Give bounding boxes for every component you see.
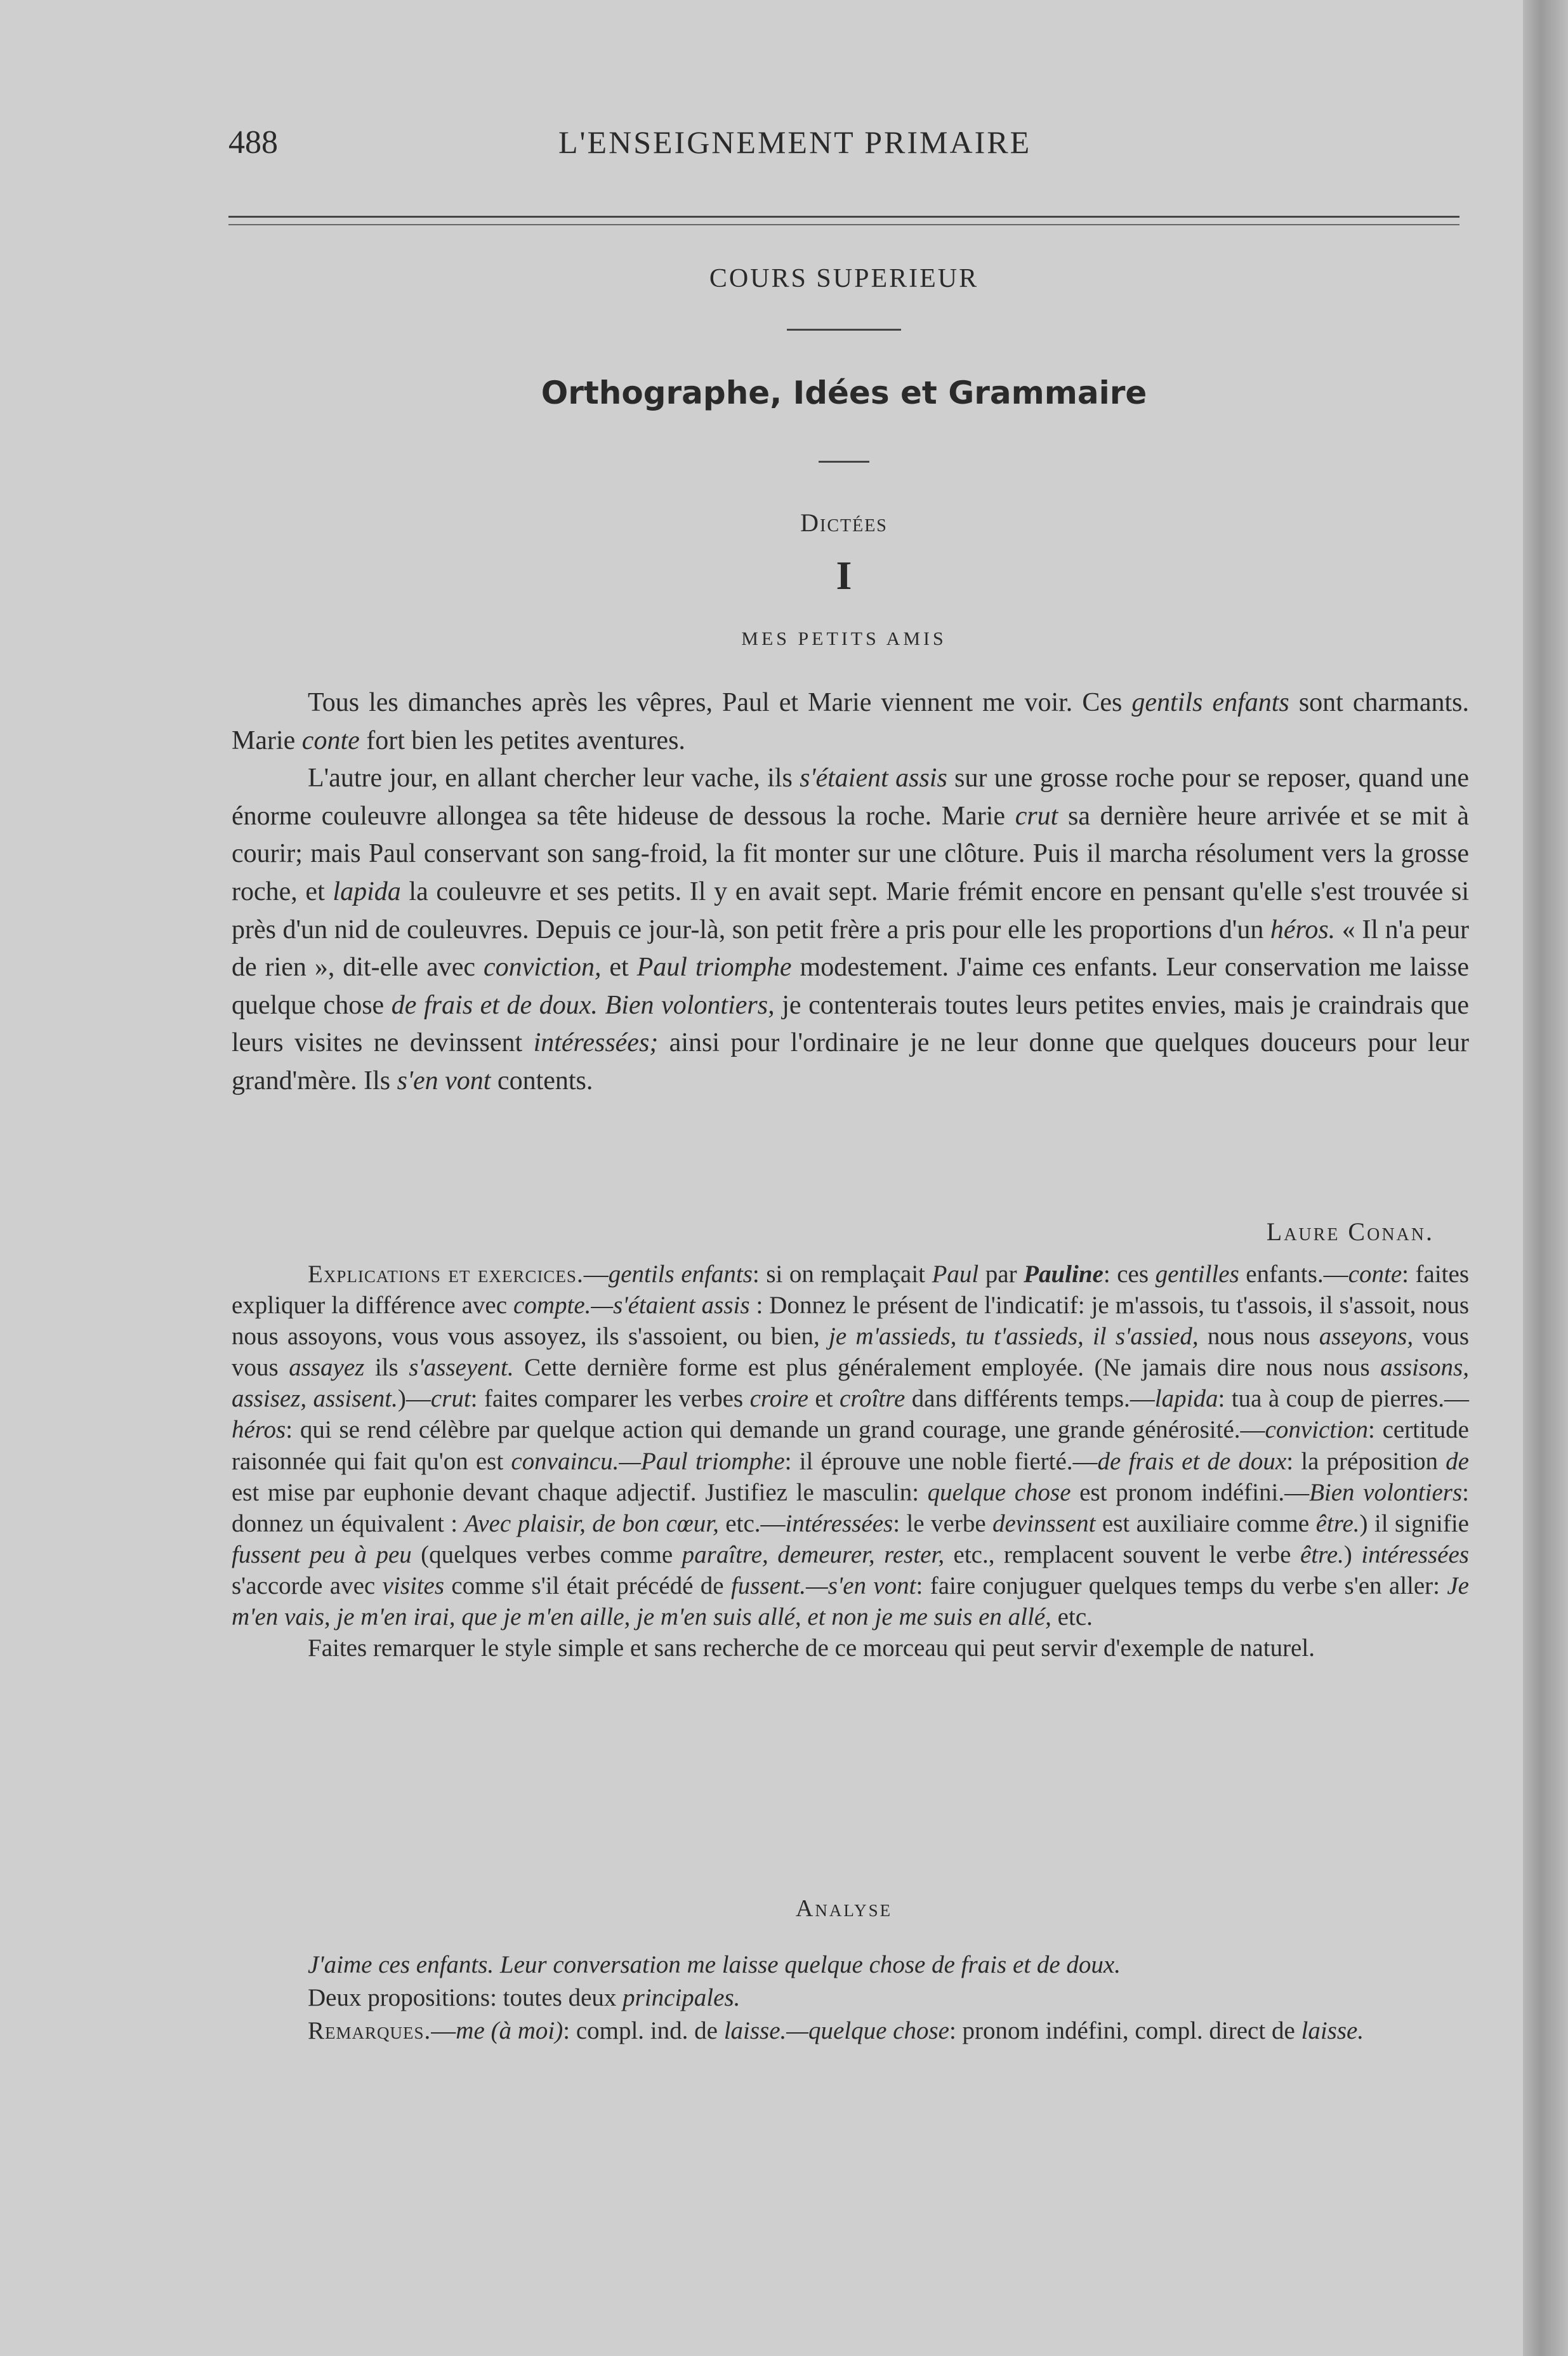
explications-paragraph: Explications et exercices.—gentils enfants: si on remplaçait Paul par Pauline: ces gentilles enfants.—conte: faites expliquer la différence avec compte.—s'étaient assis : Donnez le présent de l'indicatif: je m'assois, tu t'assois, il s'assoit, nous nous assoyons, vous vous assoyez, ils s'assoient, ou bien, je m'assieds, tu t'assieds, il s'assied, nous nous asseyons, vous vous assayez ils s'asseyent. Cette dernière forme est plus généralement employée. (Ne jamais dire nous nous assisons, assisez, assisent.)—crut: faites comparer les verbes croire et croître dans différents temps.—lapida: tua à coup de pierres.—héros: qui se rend célèbre par quelque action qui demande un grand courage, une grande générosité.—conviction: certitude raisonnée qui fait qu'on est convaincu.—Paul triomphe: il éprouve une noble fierté.—de frais et de doux: la préposition de est mise par euphonie devant chaque adjectif. Justifiez le masculin: quelque chose est pronom indéfini.—Bien volontiers: donnez un équivalent : Avec plaisir, de bon cœur, etc.—intéressées: le verbe devinssent est auxiliaire comme être.) il signifie fussent peu à peu (quelques verbes comme paraître, demeurer, rester, etc., remplacent souvent le verbe être.) intéressées s'accorde avec visites comme s'il était précédé de fussent.—s'en vont: faire conjuguer quelques temps du verbe s'en aller: Je m'en vais, je m'en irai, que je m'en aille, je m'en suis allé, et non je me suis en allé, etc. [232,1261,1470,1631]
page-edge [1523,0,1568,2356]
page-number: 488 [228,124,278,161]
divider-rule-short [819,461,869,463]
section-title: COURS SUPERIEUR [709,264,979,293]
dictee-paragraph-1: Tous les dimanches après les vêpres, Paul et Marie viennent me voir. Ces gentils enfants sont charmants. Marie conte fort bien les petites aventures. [232,688,1469,755]
explications-lead: Explications et exercices. [308,1261,584,1288]
analyse-text [232,1949,1469,2048]
dictee-paragraph-2: L'autre jour, en allant chercher leur vache, ils s'étaient assis sur une grosse roche pour se reposer, quand une énorme couleuvre allongea sa tête hideuse de dessous la roche. Marie crut sa dernière heure arrivée et se mit à courir; mais Paul conservant son sang-froid, la fit monter sur une clôture. Puis il marcha résolument vers la grosse roche, et lapida la couleuvre et ses petits. Il y en avait sept. Marie frémit encore en pensant qu'elle s'est trouvée si près d'un nid de couleuvres. Depuis ce jour-là, son petit frère a pris pour elle les proportions d'un héros. « Il n'a peur de rien », dit-elle avec conviction, et Paul triomphe modestement. J'aime ces enfants. Leur conservation me laisse quelque chose de frais et de doux. Bien volontiers, je contenterais toutes leurs petites envies, mais je craindrais que leurs visites ne devinssent intéressées; ainsi pour l'ordinaire je ne leur donne que quelques douceurs pour leur grand'mère. Ils s'en vont contents. [232,764,1470,1095]
running-title: L'ENSEIGNEMENT PRIMAIRE [558,124,1032,160]
analyse-remarks: Remarques.—me (à moi): compl. ind. de laisse.—quelque chose: pronom indéfini, compl. direct de laisse. [308,2017,1364,2044]
main-title: Orthographe, Idées et Grammaire [541,374,1147,411]
analyse-propositions: Deux propositions: toutes deux principales. [308,1984,741,2011]
analyse-heading: Analyse [795,1895,893,1922]
analyse-sentence: J'aime ces enfants. Leur conversation me laisse quelque chose de frais et de doux. [308,1951,1121,1978]
explications-text [232,1259,1469,1664]
author-signature: Laure Conan. [1266,1217,1434,1246]
piece-title: MES PETITS AMIS [741,628,947,649]
page-header [228,124,1459,175]
remarks-lead: Remarques. [308,2017,432,2044]
divider-rule [787,329,901,331]
dictee-text [232,684,1469,1101]
dictee-number: I [836,553,852,598]
subheading-dictees: Dictées [800,508,888,537]
explications-remark: Faites remarquer le style simple et sans recherche de ce morceau qui peut servir d'exemple de naturel. [308,1634,1315,1662]
header-double-rule [228,216,1459,225]
